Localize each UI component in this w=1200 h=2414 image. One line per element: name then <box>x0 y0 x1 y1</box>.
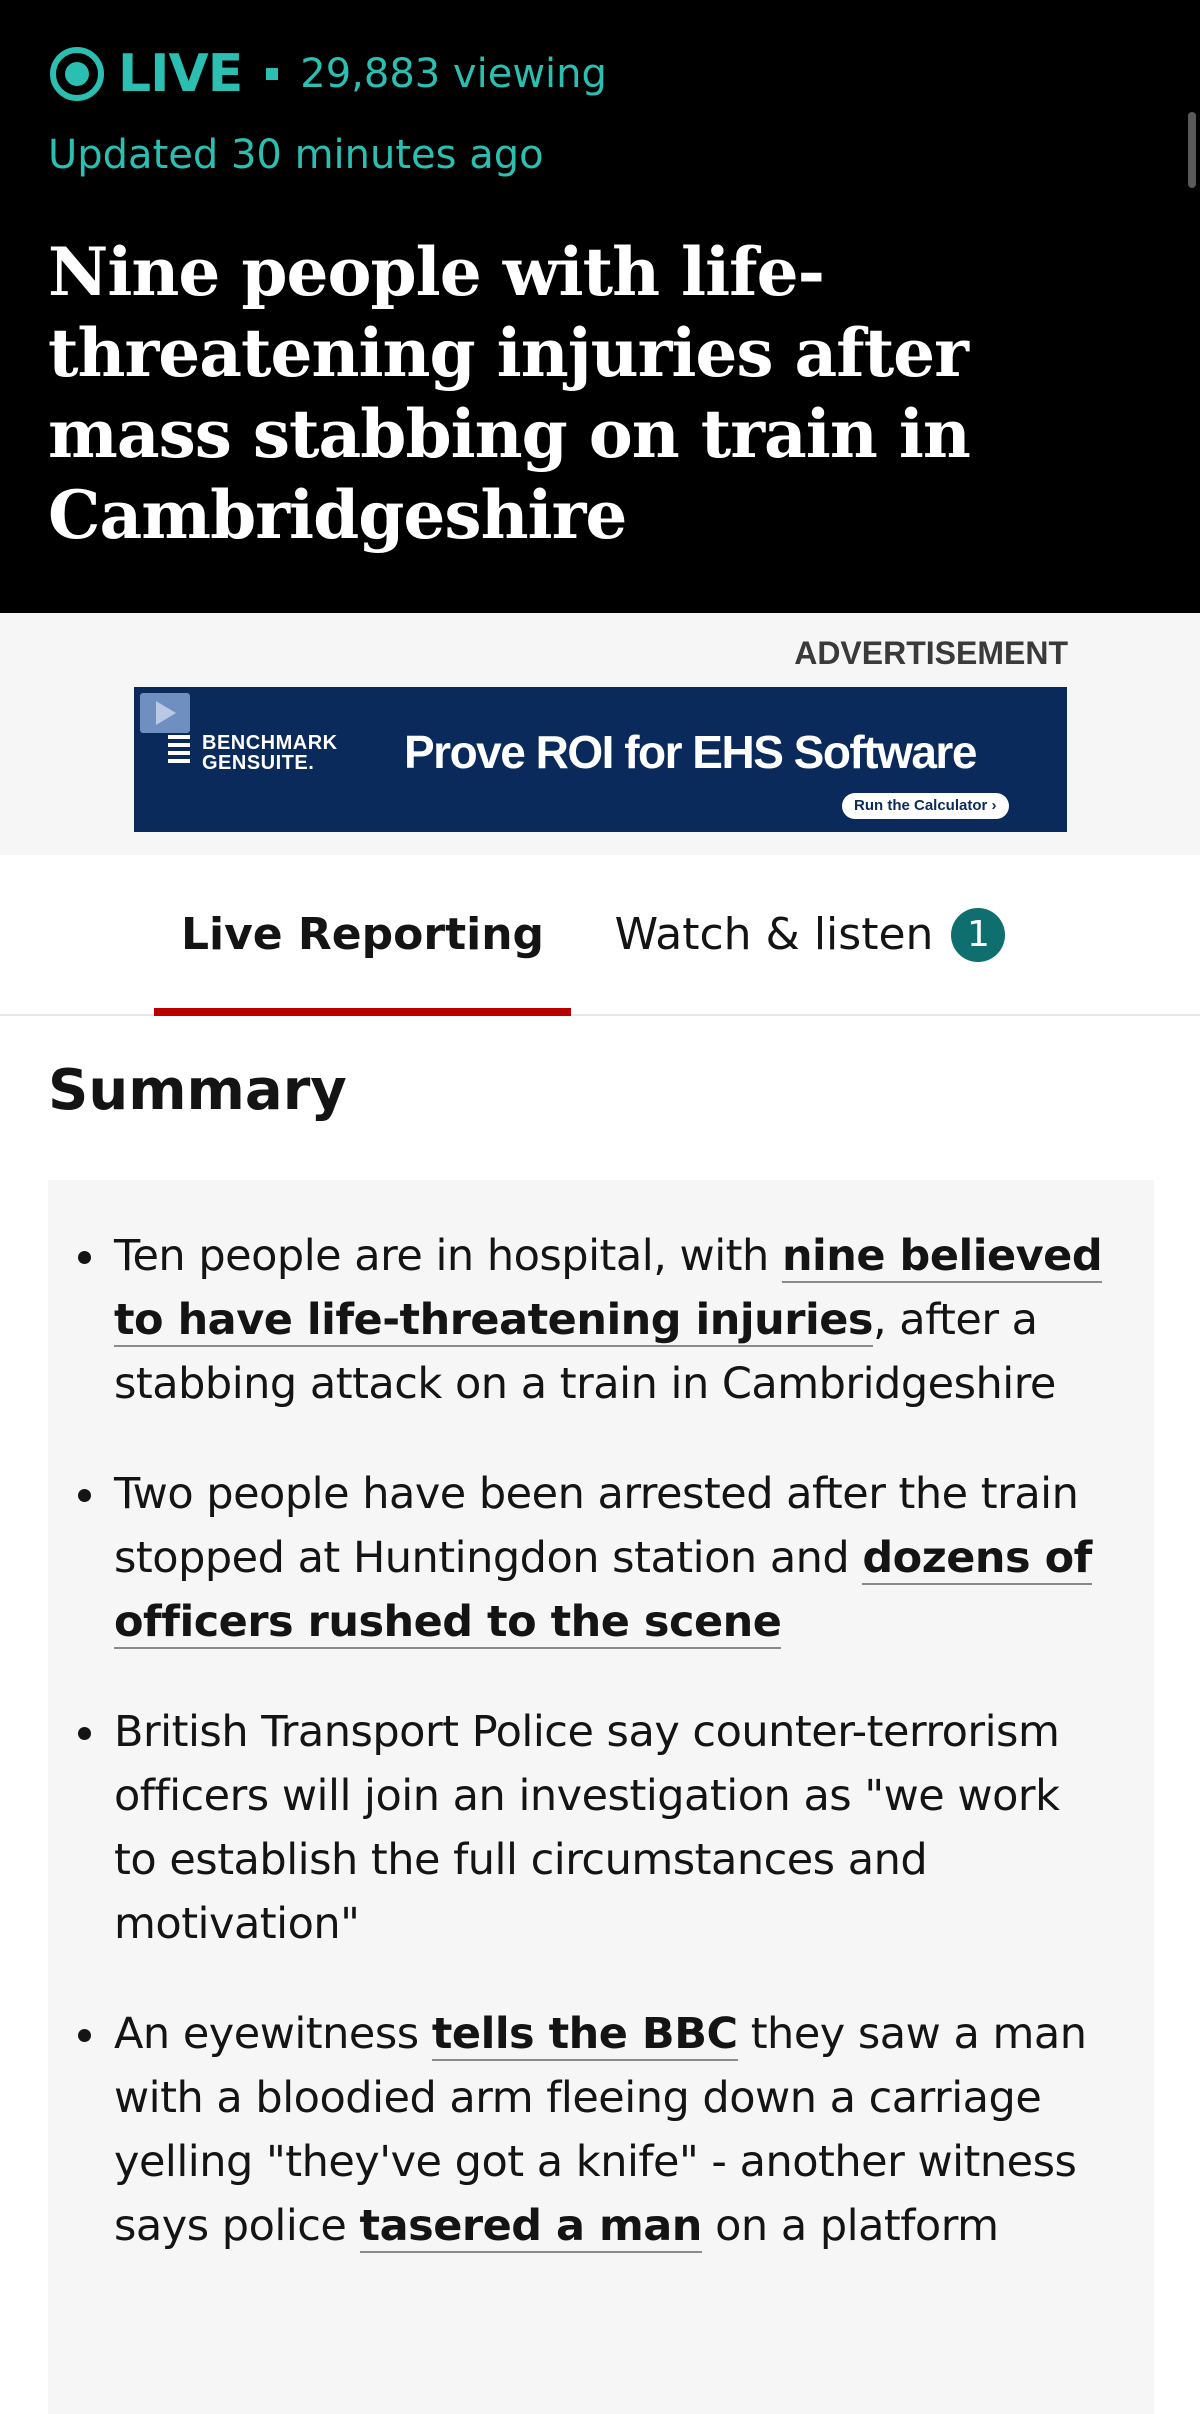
scrollbar[interactable] <box>1188 112 1196 188</box>
live-label: LIVE <box>118 44 243 104</box>
live-status <box>48 42 607 106</box>
live-header <box>0 0 1200 613</box>
summary-list <box>114 1224 1114 2304</box>
live-indicator-icon <box>48 45 106 103</box>
viewer-count: 29,883 viewing <box>300 51 607 97</box>
article-link[interactable]: nine believed to have life-threatening injuries <box>114 1231 1103 1345</box>
ad-cta-button[interactable]: Run the Calculator › <box>842 793 1009 819</box>
article-link[interactable]: tells the BBC <box>431 2009 738 2059</box>
tab-live-reporting[interactable] <box>154 855 571 1014</box>
list-item: British Transport Police say counter-terrorism officers will join an investigation as "we work to establish the full circumstances and motivation" <box>114 1700 1114 1956</box>
tab-bar <box>0 855 1200 1016</box>
count-badge: 1 <box>951 908 1005 962</box>
tab-watch-listen[interactable] <box>600 855 1020 1014</box>
list-item: Two people have been arrested after the train stopped at Huntingdon station and dozens of officers rushed to the scene <box>114 1462 1114 1654</box>
summary-heading: Summary <box>48 1058 347 1123</box>
tab-label: Watch & listen <box>614 909 934 960</box>
ad-banner[interactable] <box>134 687 1067 832</box>
advertisement-label: ADVERTISEMENT <box>794 635 1068 671</box>
separator-dot <box>266 68 278 80</box>
updated-timestamp: Updated 30 minutes ago <box>48 132 544 178</box>
page-title: Nine people with life-threatening injuries after mass stabbing on train in Cambridgeshire <box>48 233 970 554</box>
tab-label: Live Reporting <box>180 909 545 960</box>
list-item: Ten people are in hospital, with nine believed to have life-threatening injuries, after a stabbing attack on a train in Cambridgeshire <box>114 1224 1114 1416</box>
ad-choices-icon[interactable] <box>140 693 190 733</box>
advertisement-area <box>0 613 1200 855</box>
ad-headline: Prove ROI for EHS Software <box>404 726 976 778</box>
article-link[interactable]: dozens of officers rushed to the scene <box>114 1533 1092 1647</box>
article-link[interactable]: tasered a man <box>359 2201 702 2251</box>
list-item: An eyewitness tells the BBC they saw a man with a bloodied arm fleeing down a carriage yelling "they've got a knife" - another witness says police tasered a man on a platform <box>114 2002 1114 2258</box>
ad-logo: BENCHMARK GENSUITE. <box>168 733 338 773</box>
active-tab-indicator <box>154 1008 571 1016</box>
